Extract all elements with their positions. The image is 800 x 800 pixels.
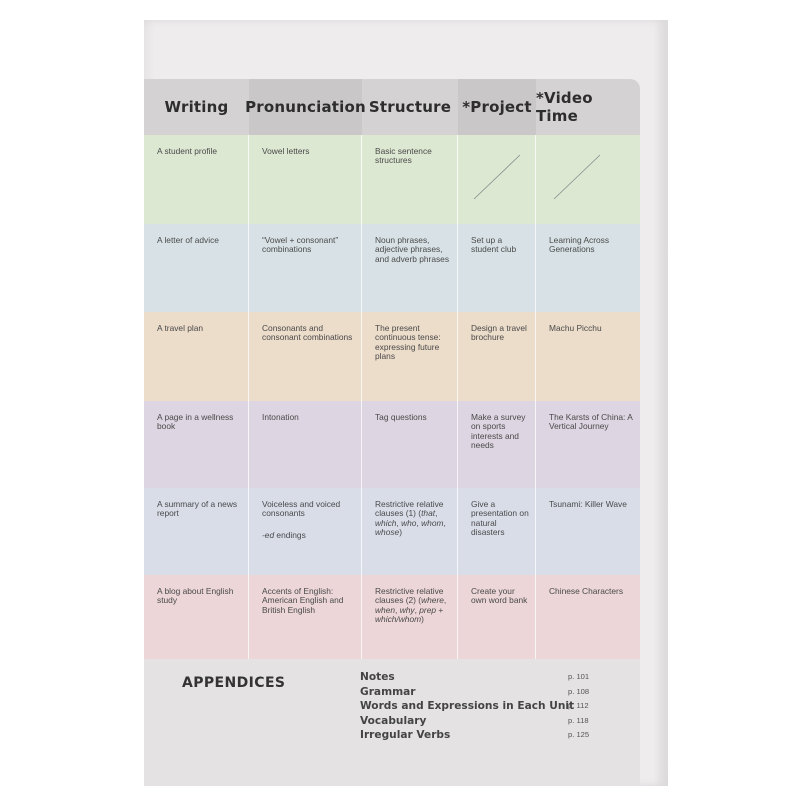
appendix-item-words-expressions: Words and Expressions in Each Unit — [360, 700, 575, 713]
pronunciation-text: Voiceless and voiced consonants — [262, 499, 341, 519]
appendix-page-number: p. 125 — [568, 730, 590, 740]
appendix-page-number: p. 108 — [568, 686, 590, 696]
contents-table — [144, 79, 640, 786]
appendix-item-irregular-verbs: Irregular Verbs — [360, 729, 451, 742]
column-header-pronunciation: Pronunciation — [249, 79, 362, 135]
table-row — [144, 135, 640, 224]
pronunciation-cell: Accents of English: American English and British English — [249, 575, 362, 659]
table-row — [144, 312, 640, 401]
pronunciation-cell: “Vowel + consonant” combinations — [249, 224, 362, 312]
pronunciation-cell: Vowel letters — [249, 135, 362, 224]
diagonal-slash-icon — [472, 153, 522, 201]
pronunciation-cell: Intonation — [249, 401, 362, 488]
appendix-page-number: p. 112 — [568, 701, 589, 711]
book-page — [144, 20, 668, 786]
video-cell: The Karsts of China: A Vertical Journey — [549, 412, 633, 432]
writing-cell: A page in a wellness book — [144, 401, 249, 488]
appendices-pages — [568, 670, 589, 743]
appendix-item-grammar: Grammar — [360, 685, 416, 698]
project-cell: Set up a student club — [458, 224, 536, 312]
video-cell: Machu Picchu — [549, 323, 602, 333]
writing-cell: A letter of advice — [144, 224, 249, 312]
project-cell — [458, 135, 536, 224]
video-cell: Tsunami: Killer Wave — [549, 499, 627, 509]
structure-cell: Restrictive relative clauses (2) (where, when, why, prep + which/whom) — [362, 575, 458, 659]
table-header — [144, 79, 640, 135]
pronunciation-cell: Consonants and consonant combinations — [249, 312, 362, 401]
appendix-item-notes: Notes — [360, 671, 395, 683]
column-header-video-time: *Video Time — [536, 89, 593, 125]
appendices-list — [360, 670, 574, 743]
appendix-page-number: p. 118 — [568, 715, 589, 725]
structure-cell: Basic sentence structures — [362, 135, 458, 224]
table-row — [144, 401, 640, 488]
appendices-title: APPENDICES — [182, 675, 286, 691]
writing-cell: A travel plan — [144, 312, 249, 401]
column-header-structure: Structure — [368, 98, 452, 116]
project-cell: Design a travel brochure — [458, 312, 536, 401]
column-header-project: *Project — [458, 79, 536, 135]
video-cell: Chinese Characters — [549, 586, 624, 596]
project-cell: Make a survey on sports interests and needs — [458, 401, 536, 488]
table-row — [144, 224, 640, 312]
structure-cell: Tag questions — [362, 401, 458, 488]
appendix-item-vocabulary: Vocabulary — [360, 714, 427, 727]
structure-cell: The present continuous tense: expressing future plans — [362, 312, 458, 401]
project-cell: Create your own word bank — [458, 575, 536, 659]
diagonal-slash-icon — [552, 153, 602, 201]
writing-cell: A summary of a news report — [144, 488, 249, 575]
pronunciation-cell — [249, 488, 362, 575]
table-row — [144, 575, 640, 659]
writing-cell: A blog about English study — [144, 575, 249, 659]
video-cell: Learning Across Generations — [549, 235, 610, 255]
video-cell — [536, 135, 640, 224]
table-row — [144, 488, 640, 575]
appendices-section — [144, 659, 640, 786]
structure-cell: Restrictive relative clauses (1) (that, which, who, whom, whose) — [362, 488, 458, 575]
writing-cell: A student profile — [144, 135, 249, 224]
project-cell: Give a presentation on natural disasters — [458, 488, 536, 575]
pronunciation-extra: -ed endings — [262, 529, 306, 540]
structure-cell: Noun phrases, adjective phrases, and adverb phrases — [362, 224, 458, 312]
appendix-page-number: p. 101 — [568, 672, 590, 681]
column-header-writing: Writing — [164, 98, 229, 116]
